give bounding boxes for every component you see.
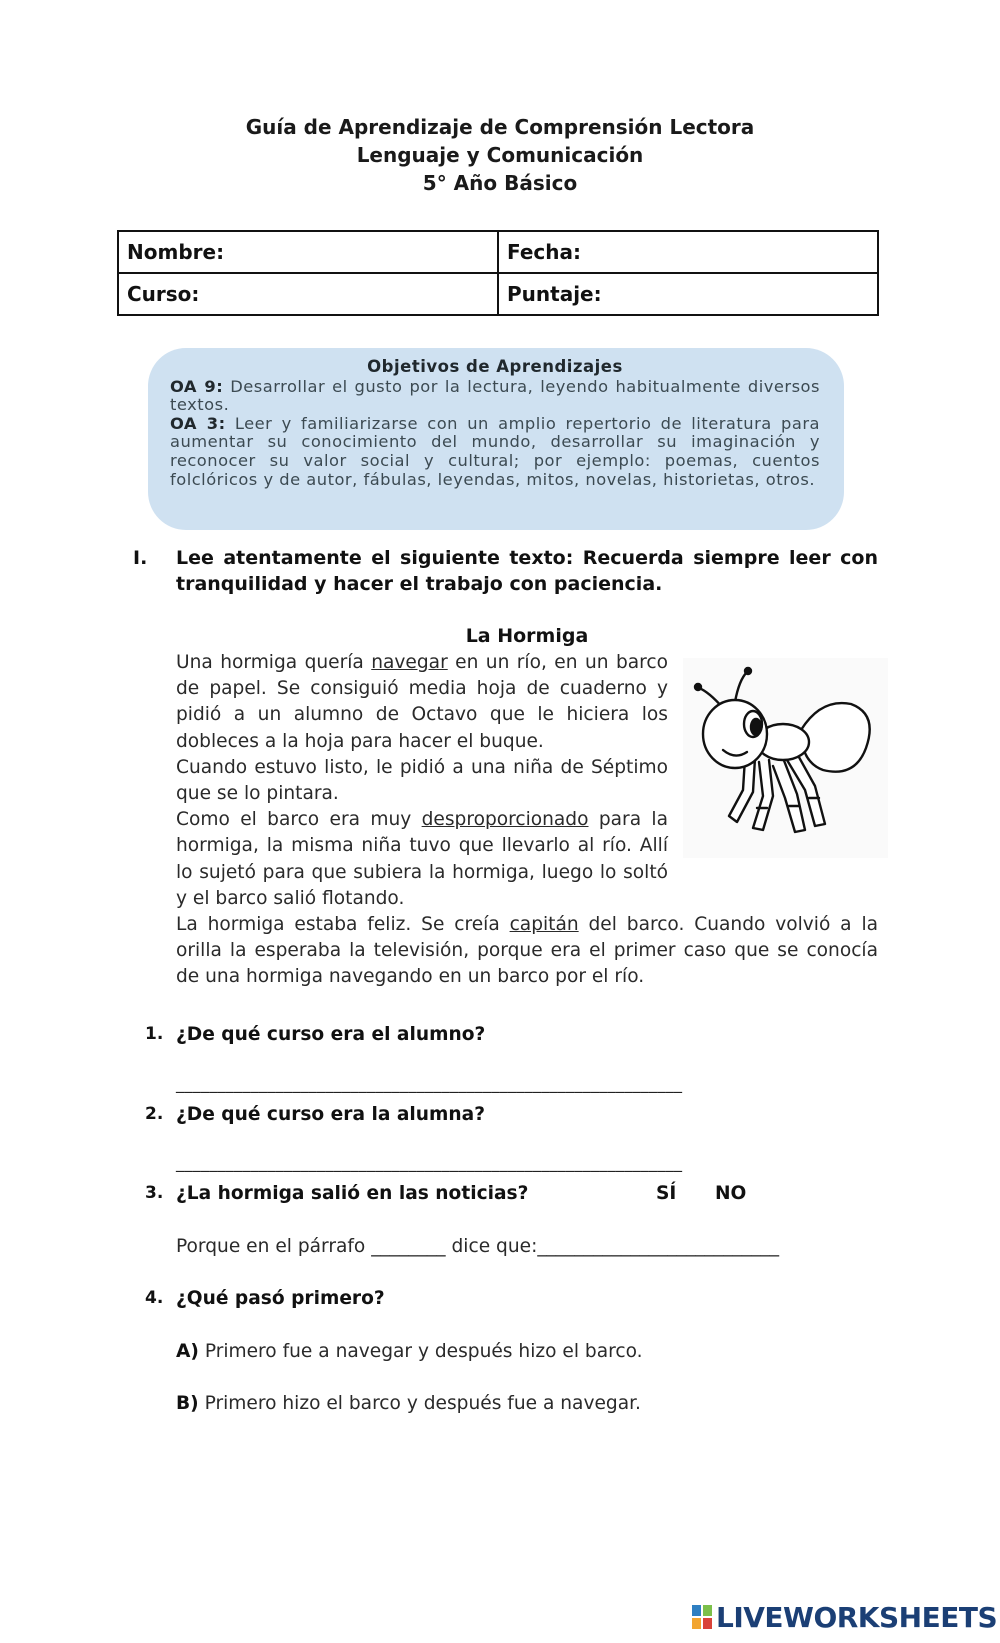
student-info-table <box>117 230 879 316</box>
question-1-text: ¿De qué curso era el alumno? <box>176 1024 486 1045</box>
question-2-number: 2. <box>145 1104 164 1124</box>
option-a[interactable] <box>176 1341 643 1362</box>
oa3-text: Leer y familiarizarse con un amplio repertorio de literatura para aumentar su conocimiento del mundo, desarrollar su imaginación y reconocer su valor social y cultural; por ejemplo: poemas, cuentos folclóricos y de autor, fábulas, leyendas, mitos, novelas, historietas, otros. <box>170 413 820 489</box>
document-header <box>0 113 1000 197</box>
instruction <box>133 545 878 597</box>
option-b-label: B) <box>176 1393 199 1414</box>
question-4-text: ¿Qué pasó primero? <box>176 1288 385 1309</box>
instruction-text: Lee atentamente el siguiente texto: Recuerda siempre leer con tranquilidad y hacer el trabajo con paciencia. <box>176 547 878 595</box>
liveworksheets-logo <box>691 1602 997 1632</box>
word-capitan: capitán <box>509 914 579 936</box>
option-a-label: A) <box>176 1341 199 1362</box>
answer-no[interactable]: NO <box>715 1183 747 1204</box>
logo-icon <box>691 1604 713 1630</box>
instruction-number: I. <box>133 547 148 569</box>
story-text <box>176 650 878 991</box>
question-3-because[interactable]: Porque en el párrafo ________ dice que:__________________________ <box>176 1236 780 1257</box>
oa9-text: Desarrollar el gusto por la lectura, leyendo habitualmente diversos textos. <box>170 376 820 415</box>
objectives-title: Objetivos de Aprendizajes <box>367 357 623 376</box>
document-grade: 5° Año Básico <box>422 171 578 195</box>
story-p4-start: La hormiga estaba feliz. Se creía <box>176 914 510 936</box>
word-desproporcionado: desproporcionado <box>421 809 589 831</box>
nombre-label: Nombre: <box>127 240 225 264</box>
option-b-text: Primero hizo el barco y después fue a navegar. <box>204 1393 641 1414</box>
question-2-text: ¿De qué curso era la alumna? <box>176 1104 485 1125</box>
story-p1-start: Una hormiga quería <box>176 652 372 673</box>
puntaje-label: Puntaje: <box>507 282 602 306</box>
option-a-text: Primero fue a navegar y después hizo el barco. <box>204 1341 643 1362</box>
question-4-number: 4. <box>145 1288 164 1308</box>
objective-oa9 <box>170 378 820 415</box>
question-2 <box>145 1104 885 1125</box>
curso-field[interactable] <box>118 273 498 315</box>
question-1 <box>145 1024 885 1045</box>
logo-text: LIVEWORKSHEETS <box>716 1600 998 1634</box>
question-3-number: 3. <box>145 1183 164 1203</box>
story-paragraph-4 <box>176 912 878 991</box>
document-subject: Lenguaje y Comunicación <box>356 143 644 167</box>
answer-yes[interactable]: SÍ <box>656 1183 677 1204</box>
objectives-box <box>148 348 844 530</box>
fecha-label: Fecha: <box>507 240 582 264</box>
oa3-label: OA 3: <box>170 413 226 433</box>
question-4 <box>145 1288 885 1309</box>
document-title: Guía de Aprendizaje de Comprensión Lectora <box>245 115 755 139</box>
answer-line-2[interactable]: _____________________________________________________________ <box>176 1153 683 1172</box>
curso-label: Curso: <box>127 282 200 306</box>
question-3 <box>145 1183 885 1204</box>
story-p3-end: para la hormiga, la misma niña tuvo que llevarlo al río. Allí lo sujetó para que subiera la hormiga, luego lo soltó y el barco salió flotando. <box>176 809 668 909</box>
fecha-field[interactable] <box>498 231 878 273</box>
puntaje-field[interactable] <box>498 273 878 315</box>
nombre-field[interactable] <box>118 231 498 273</box>
story-title: La Hormiga <box>465 625 589 647</box>
story-p4-end: del barco. Cuando volvió a la orilla la esperaba la televisión, porque era el primer caso que se conocía de una hormiga navegando en un barco por el río. <box>176 914 878 988</box>
story-paragraph-1 <box>176 650 668 755</box>
story-paragraph-3 <box>176 807 668 912</box>
story-paragraph-2: Cuando estuvo listo, le pidió a una niña de Séptimo que se lo pintara. <box>176 756 668 805</box>
word-navegar: navegar <box>371 652 448 673</box>
objective-oa3 <box>170 415 820 489</box>
option-b[interactable] <box>176 1393 641 1414</box>
story-p1-end: en un río, en un barco de papel. Se consiguió media hoja de cuaderno y pidió a un alumno de Octavo que le hiciera los dobleces a la hoja para hacer el buque. <box>176 652 668 752</box>
question-1-number: 1. <box>145 1024 164 1044</box>
oa9-label: OA 9: <box>170 376 224 396</box>
story-p3-start: Como el barco era muy <box>176 809 422 831</box>
question-3-text: ¿La hormiga salió en las noticias? <box>176 1183 529 1204</box>
answer-line-1[interactable]: _____________________________________________________________ <box>176 1074 683 1093</box>
